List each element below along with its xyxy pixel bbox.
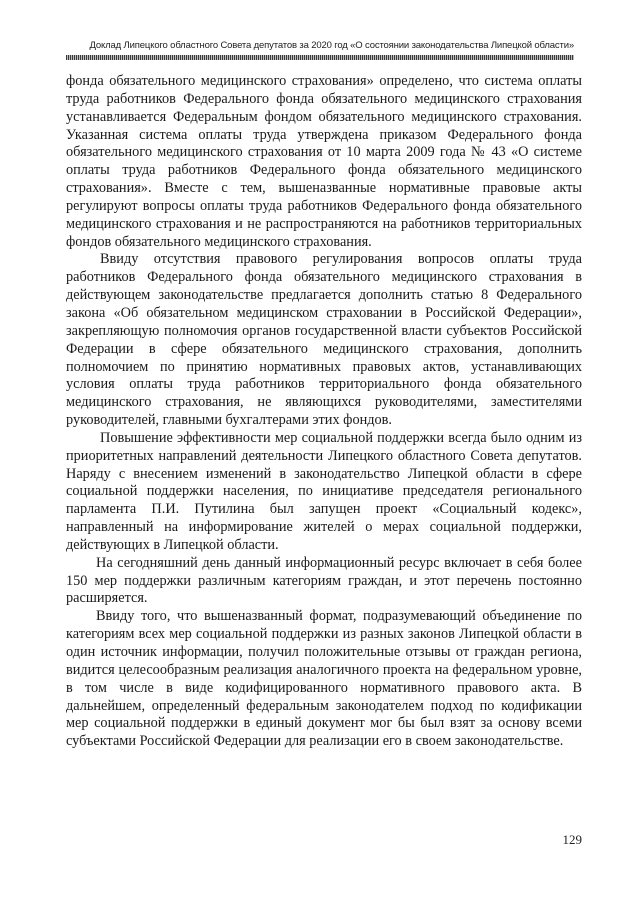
body-paragraph: Ввиду отсутствия правового регулирования вопросов оплаты труда работников Федерального фонда обязательного медицинского страхования в действующем законодательстве предлагается дополнить статью 8 Федерального закона «Об обязательном медицинском страховании в Российской Федерации», закрепляющую полномочия органов государственной власти субъектов Российской Федерации в сфере обязательного медицинского страхования, дополнить полномочием по принятию нормативных правовых актов, устанавливающих условия оплаты труда работников территориального фонда обязательного медицинского страхования, не являющихся руководителями, заместителями руководителей, главными бухгалтерами этих фондов.: [66, 251, 582, 429]
body-paragraph: Ввиду того, что вышеназванный формат, подразумевающий объединение по категориям всех мер социальной поддержки из разных законов Липецкой области в один источник информации, получил положительные отзывы от граждан региона, видится целесообразным реализация аналогичного проекта на федеральном уровне, в том числе в виде кодифицированного нормативного правового акта. В дальнейшем, определенный федеральным законодателем подход по кодификации мер социальной поддержки в единый документ мог бы был взят за основу всеми субъектами Российской Федерации для реализации его в своем законодательстве.: [66, 608, 582, 750]
body-paragraph: фонда обязательного медицинского страхования» определено, что система оплаты труда работников Федерального фонда обязательного медицинского страхования устанавливается Федеральным фондом обязательного медицинского страхования. Указанная система оплаты труда утверждена приказом Федерального фонда обязательного медицинского страхования от 10 марта 2009 года № 43 «О системе оплаты труда работников Федерального фонда обязательного медицинского страхования». Вместе с тем, вышеназванные нормативные правовые акты регулируют вопросы оплаты труда работников Федерального фонда обязательного медицинского страхования и не распространяются на работников территориальных фондов обязательного медицинского страхования.: [66, 73, 582, 250]
header-rule: [66, 55, 574, 60]
body-paragraph: Повышение эффективности мер социальной поддержки всегда было одним из приоритетных направлений деятельности Липецкого областного Совета депутатов. Наряду с внесением изменений в законодательство Липецкой области в сфере социальной поддержки населения, по инициативе председателя регионального парламента П.И. Путилина был запущен проект «Социальный кодекс», направленный на информирование жителей о мерах социальной поддержки, действующих в Липецкой области.: [66, 429, 582, 553]
page-number: 129: [562, 832, 582, 847]
document-body: [66, 73, 582, 751]
running-header: Доклад Липецкого областного Совета депутатов за 2020 год «О состоянии законодательства Липецкой области»: [89, 40, 574, 51]
body-paragraph: На сегодняшний день данный информационный ресурс включает в себя более 150 мер поддержки различным категориям граждан, и этот перечень постоянно расширяется.: [66, 554, 582, 607]
